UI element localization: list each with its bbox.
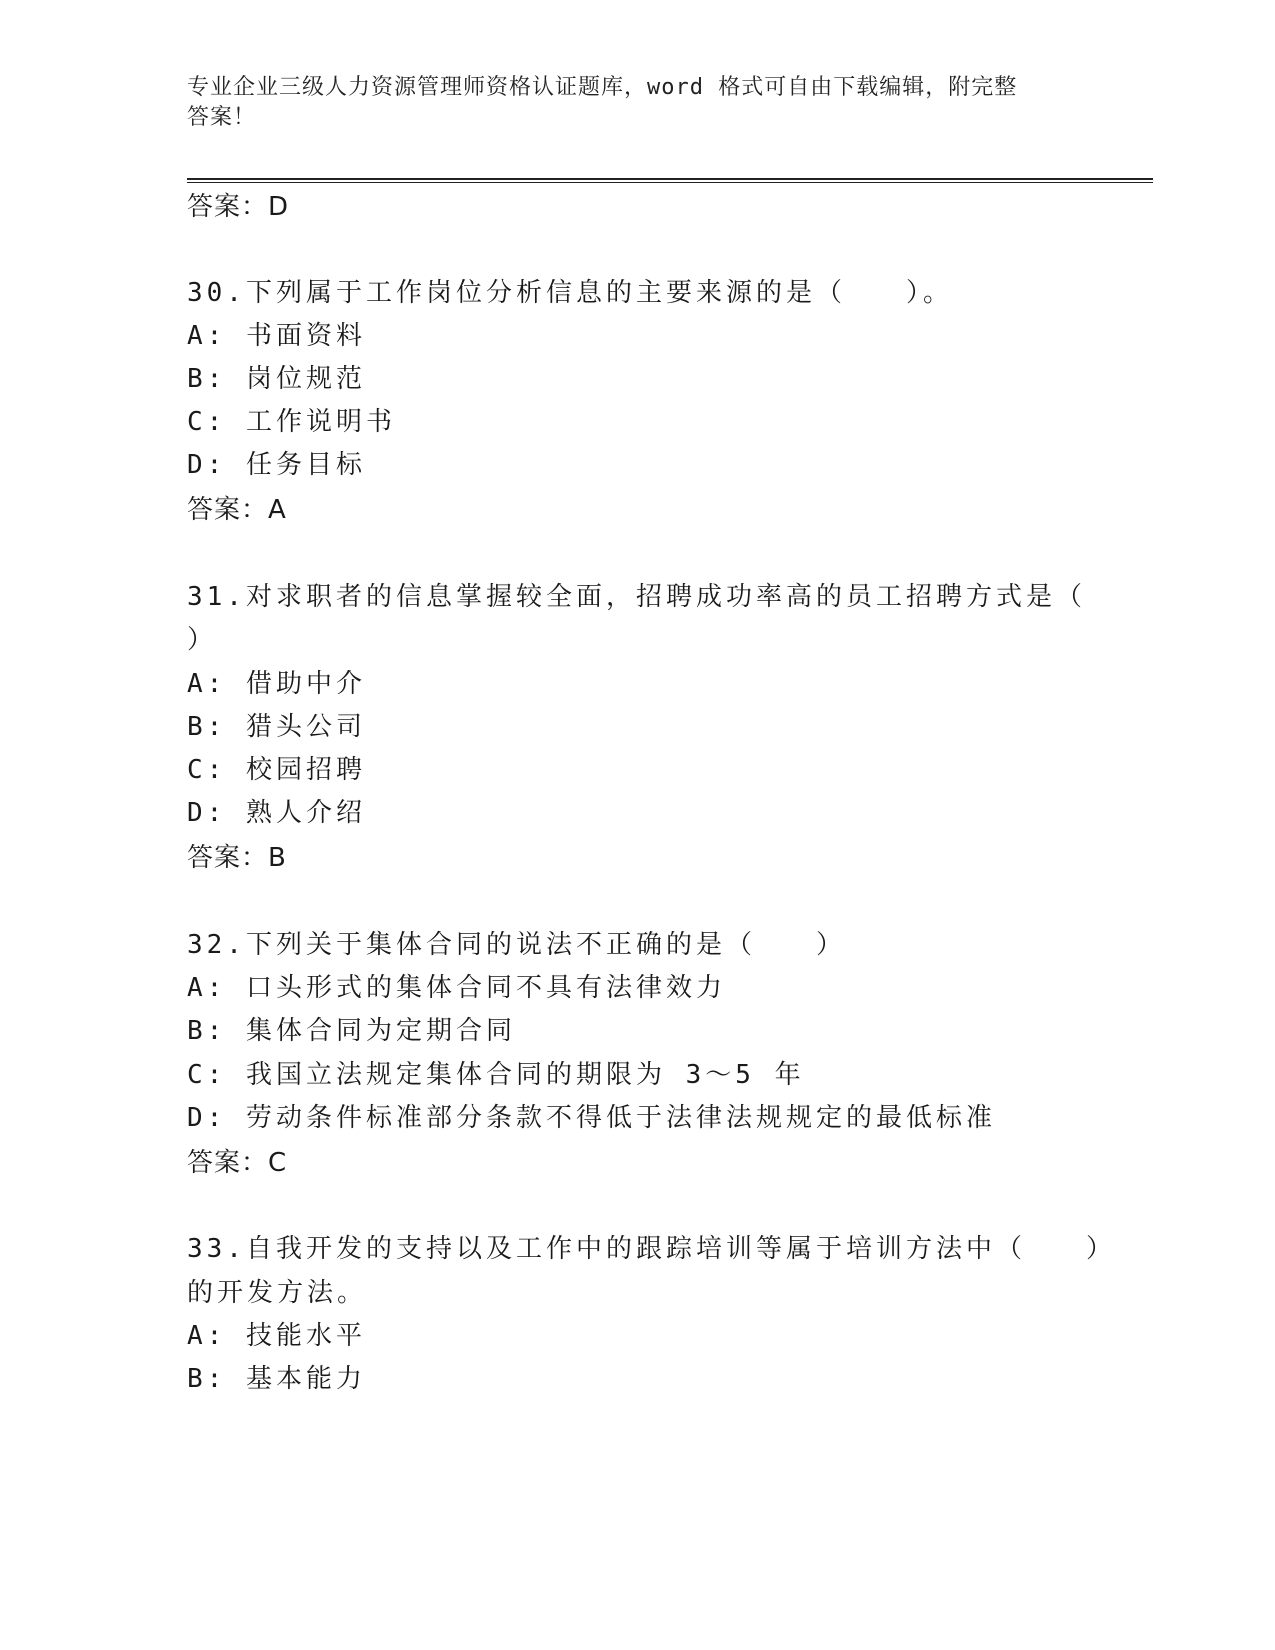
answer-31: 答案：B	[187, 843, 287, 873]
question-30-option-d: D: 任务目标	[187, 450, 366, 480]
question-31-stem-line-2: ）	[187, 625, 218, 655]
question-30-option-c: C: 工作说明书	[187, 407, 396, 437]
question-32-stem: 32.下列关于集体合同的说法不正确的是（ ）	[187, 930, 846, 960]
question-32-option-a: A: 口头形式的集体合同不具有法律效力	[187, 973, 726, 1003]
question-32-option-b: B: 集体合同为定期合同	[187, 1016, 516, 1046]
header-line-1: 专业企业三级人力资源管理师资格认证题库，word 格式可自由下载编辑，附完整	[187, 75, 1018, 100]
question-31-option-d: D: 熟人介绍	[187, 798, 366, 828]
question-33-option-b: B: 基本能力	[187, 1364, 366, 1394]
question-33-option-a: A: 技能水平	[187, 1321, 366, 1351]
question-32-option-c: C: 我国立法规定集体合同的期限为 3～5 年	[187, 1060, 805, 1090]
question-30-option-a: A: 书面资料	[187, 321, 366, 351]
document-header	[187, 73, 1077, 133]
question-32-option-d: D: 劳动条件标准部分条款不得低于法律法规规定的最低标准	[187, 1103, 996, 1133]
question-31-stem-line-1: 31.对求职者的信息掌握较全面，招聘成功率高的员工招聘方式是（	[187, 582, 1086, 612]
question-33-stem-line-2: 的开发方法。	[187, 1278, 368, 1308]
answer-32: 答案：C	[187, 1148, 288, 1178]
question-31-option-c: C: 校园招聘	[187, 755, 366, 785]
question-30-option-b: B: 岗位规范	[187, 364, 366, 394]
header-divider-thin	[187, 182, 1153, 183]
answer-29: 答案：D	[187, 192, 290, 222]
question-33-stem-line-1: 33.自我开发的支持以及工作中的跟踪培训等属于培训方法中（ ）	[187, 1234, 1116, 1264]
answer-30: 答案：A	[187, 495, 287, 525]
header-line-2: 答案！	[187, 105, 257, 130]
header-divider-thick	[187, 178, 1153, 180]
question-31-option-b: B: 猎头公司	[187, 712, 366, 742]
question-31-option-a: A: 借助中介	[187, 669, 366, 699]
question-30-stem: 30.下列属于工作岗位分析信息的主要来源的是（ ）。	[187, 278, 953, 308]
